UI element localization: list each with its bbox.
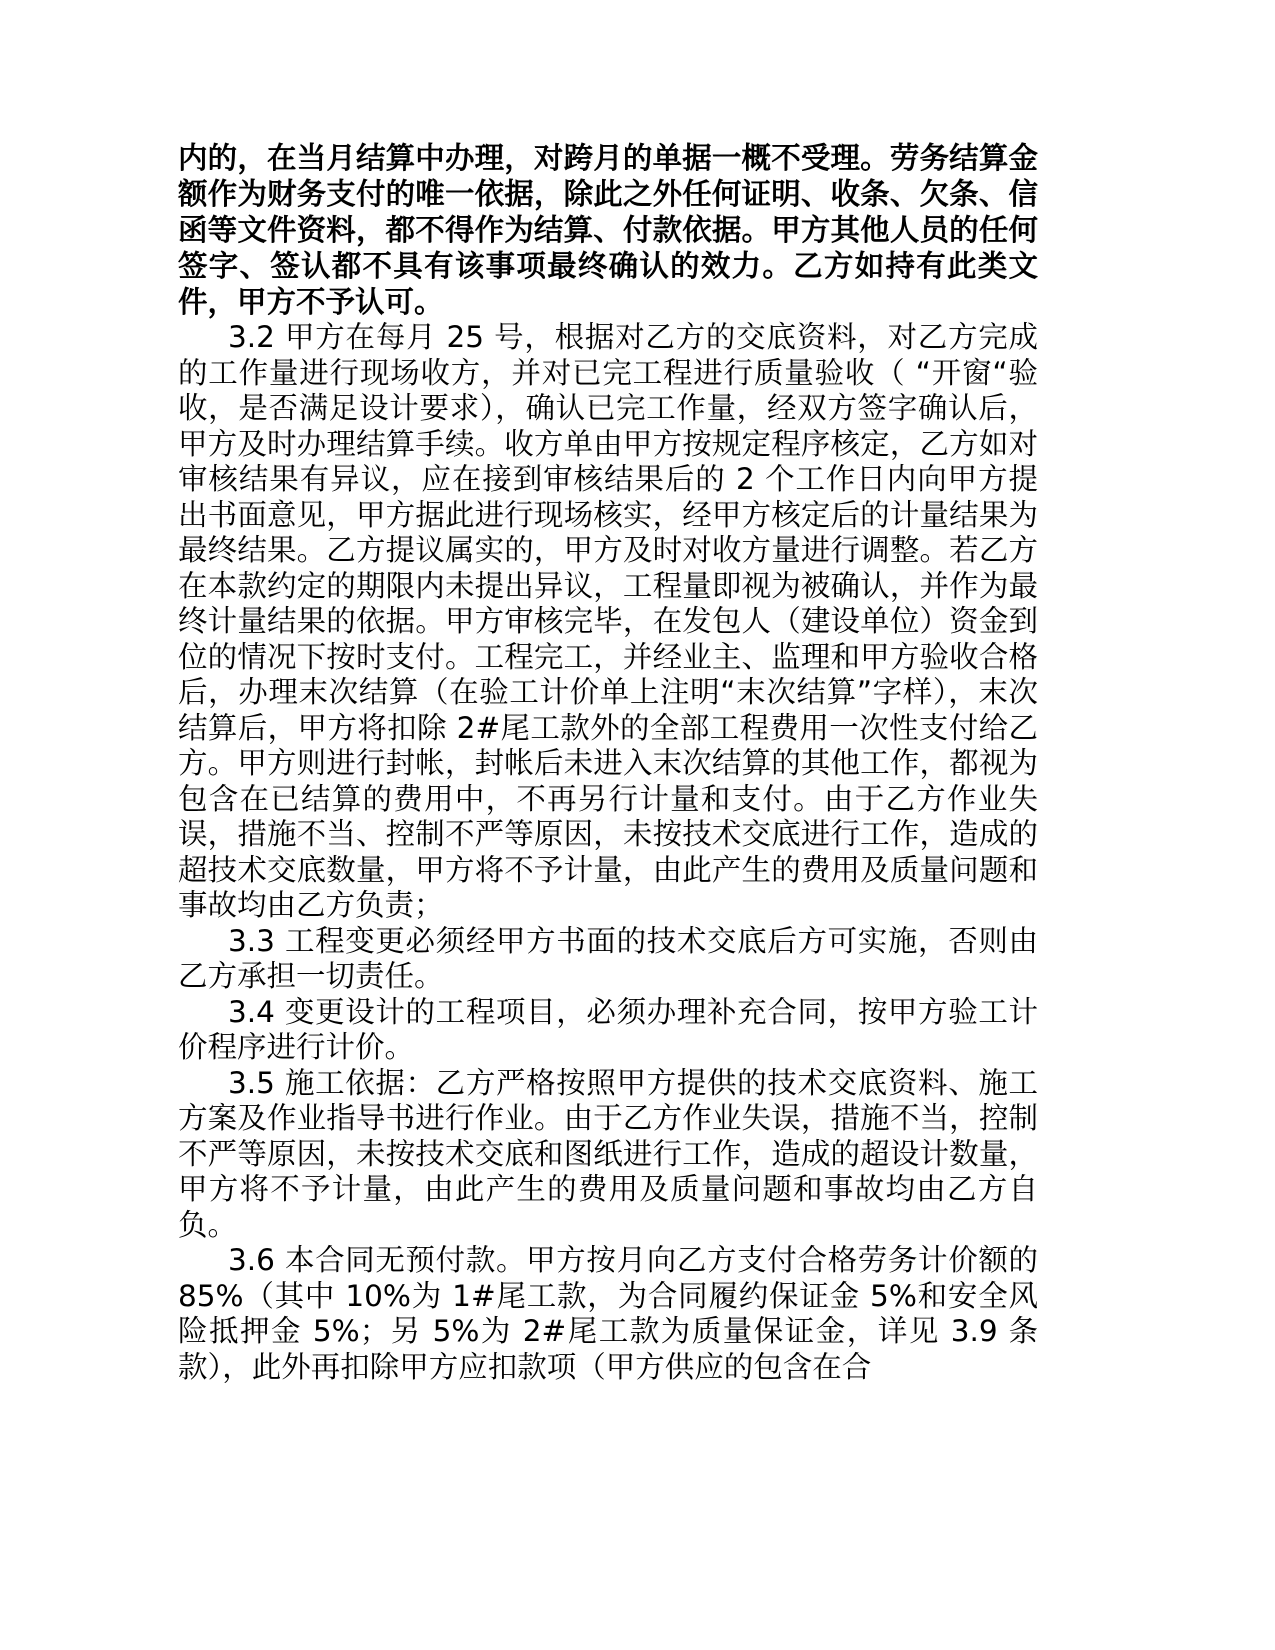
paragraph-clause-3-4: 3.4 变更设计的工程项目，必须办理补充合同，按甲方验工计价程序进行计价。 — [178, 994, 1038, 1064]
paragraph-intro-bold: 内的，在当月结算中办理，对跨月的单据一概不受理。劳务结算金额作为财务支付的唯一依据，除此之外任何证明、收条、欠条、信函等文件资料，都不得作为结算、付款依据。甲方其他人员的任何签字、签认都不具有该事项最终确认的效力。乙方如持有此类文件，甲方不予认可。 — [178, 141, 1038, 319]
paragraph-clause-3-2: 3.2 甲方在每月 25 号，根据对乙方的交底资料，对乙方完成的工作量进行现场收方，并对已完工程进行质量验收（ “开窗“验收，是否满足设计要求），确认已完工作量，经双方签字确认后，甲方及时办理结算手续。收方单由甲方按规定程序核定，乙方如对审核结果有异议，应在接到审核结果后的 2 个工作日内向甲方提出书面意见，甲方据此进行现场核实，经甲方核定后的计量结果为最终结果。乙方提议属实的，甲方及时对收方量进行调整。若乙方在本款约定的期限内未提出异议，工程量即视为被确认，并作为最终计量结果的依据。甲方审核完毕，在发包人（建设单位）资金到位的情况下按时支付。工程完工，并经业主、监理和甲方验收合格后，办理末次结算（在验工计价单上注明“末次结算”字样），末次结算后，甲方将扣除 2#尾工款外的全部工程费用一次性支付给乙方。甲方则进行封帐，封帐后未进入末次结算的其他工作，都视为包含在已结算的费用中，不再另行计量和支付。由于乙方作业失误，措施不当、控制不严等原因，未按技术交底进行工作，造成的超技术交底数量，甲方将不予计量，由此产生的费用及质量问题和事故均由乙方负责； — [178, 320, 1038, 922]
paragraph-clause-3-3: 3.3 工程变更必须经甲方书面的技术交底后方可实施，否则由乙方承担一切责任。 — [178, 923, 1038, 993]
paragraph-clause-3-5: 3.5 施工依据：乙方严格按照甲方提供的技术交底资料、施工方案及作业指导书进行作业。由于乙方作业失误，措施不当，控制不严等原因，未按技术交底和图纸进行工作，造成的超设计数量，甲方将不予计量，由此产生的费用及质量问题和事故均由乙方自负。 — [178, 1065, 1038, 1242]
paragraph-clause-3-6: 3.6 本合同无预付款。甲方按月向乙方支付合格劳务计价额的 85%（其中 10%为 1#尾工款，为合同履约保证金 5%和安全风险抵押金 5%；另 5%为 2#尾工款为质量保证金，详见 3.9 条款），此外再扣除甲方应扣款项（甲方供应的包含在合 — [178, 1243, 1038, 1384]
document-page — [178, 140, 1038, 1480]
